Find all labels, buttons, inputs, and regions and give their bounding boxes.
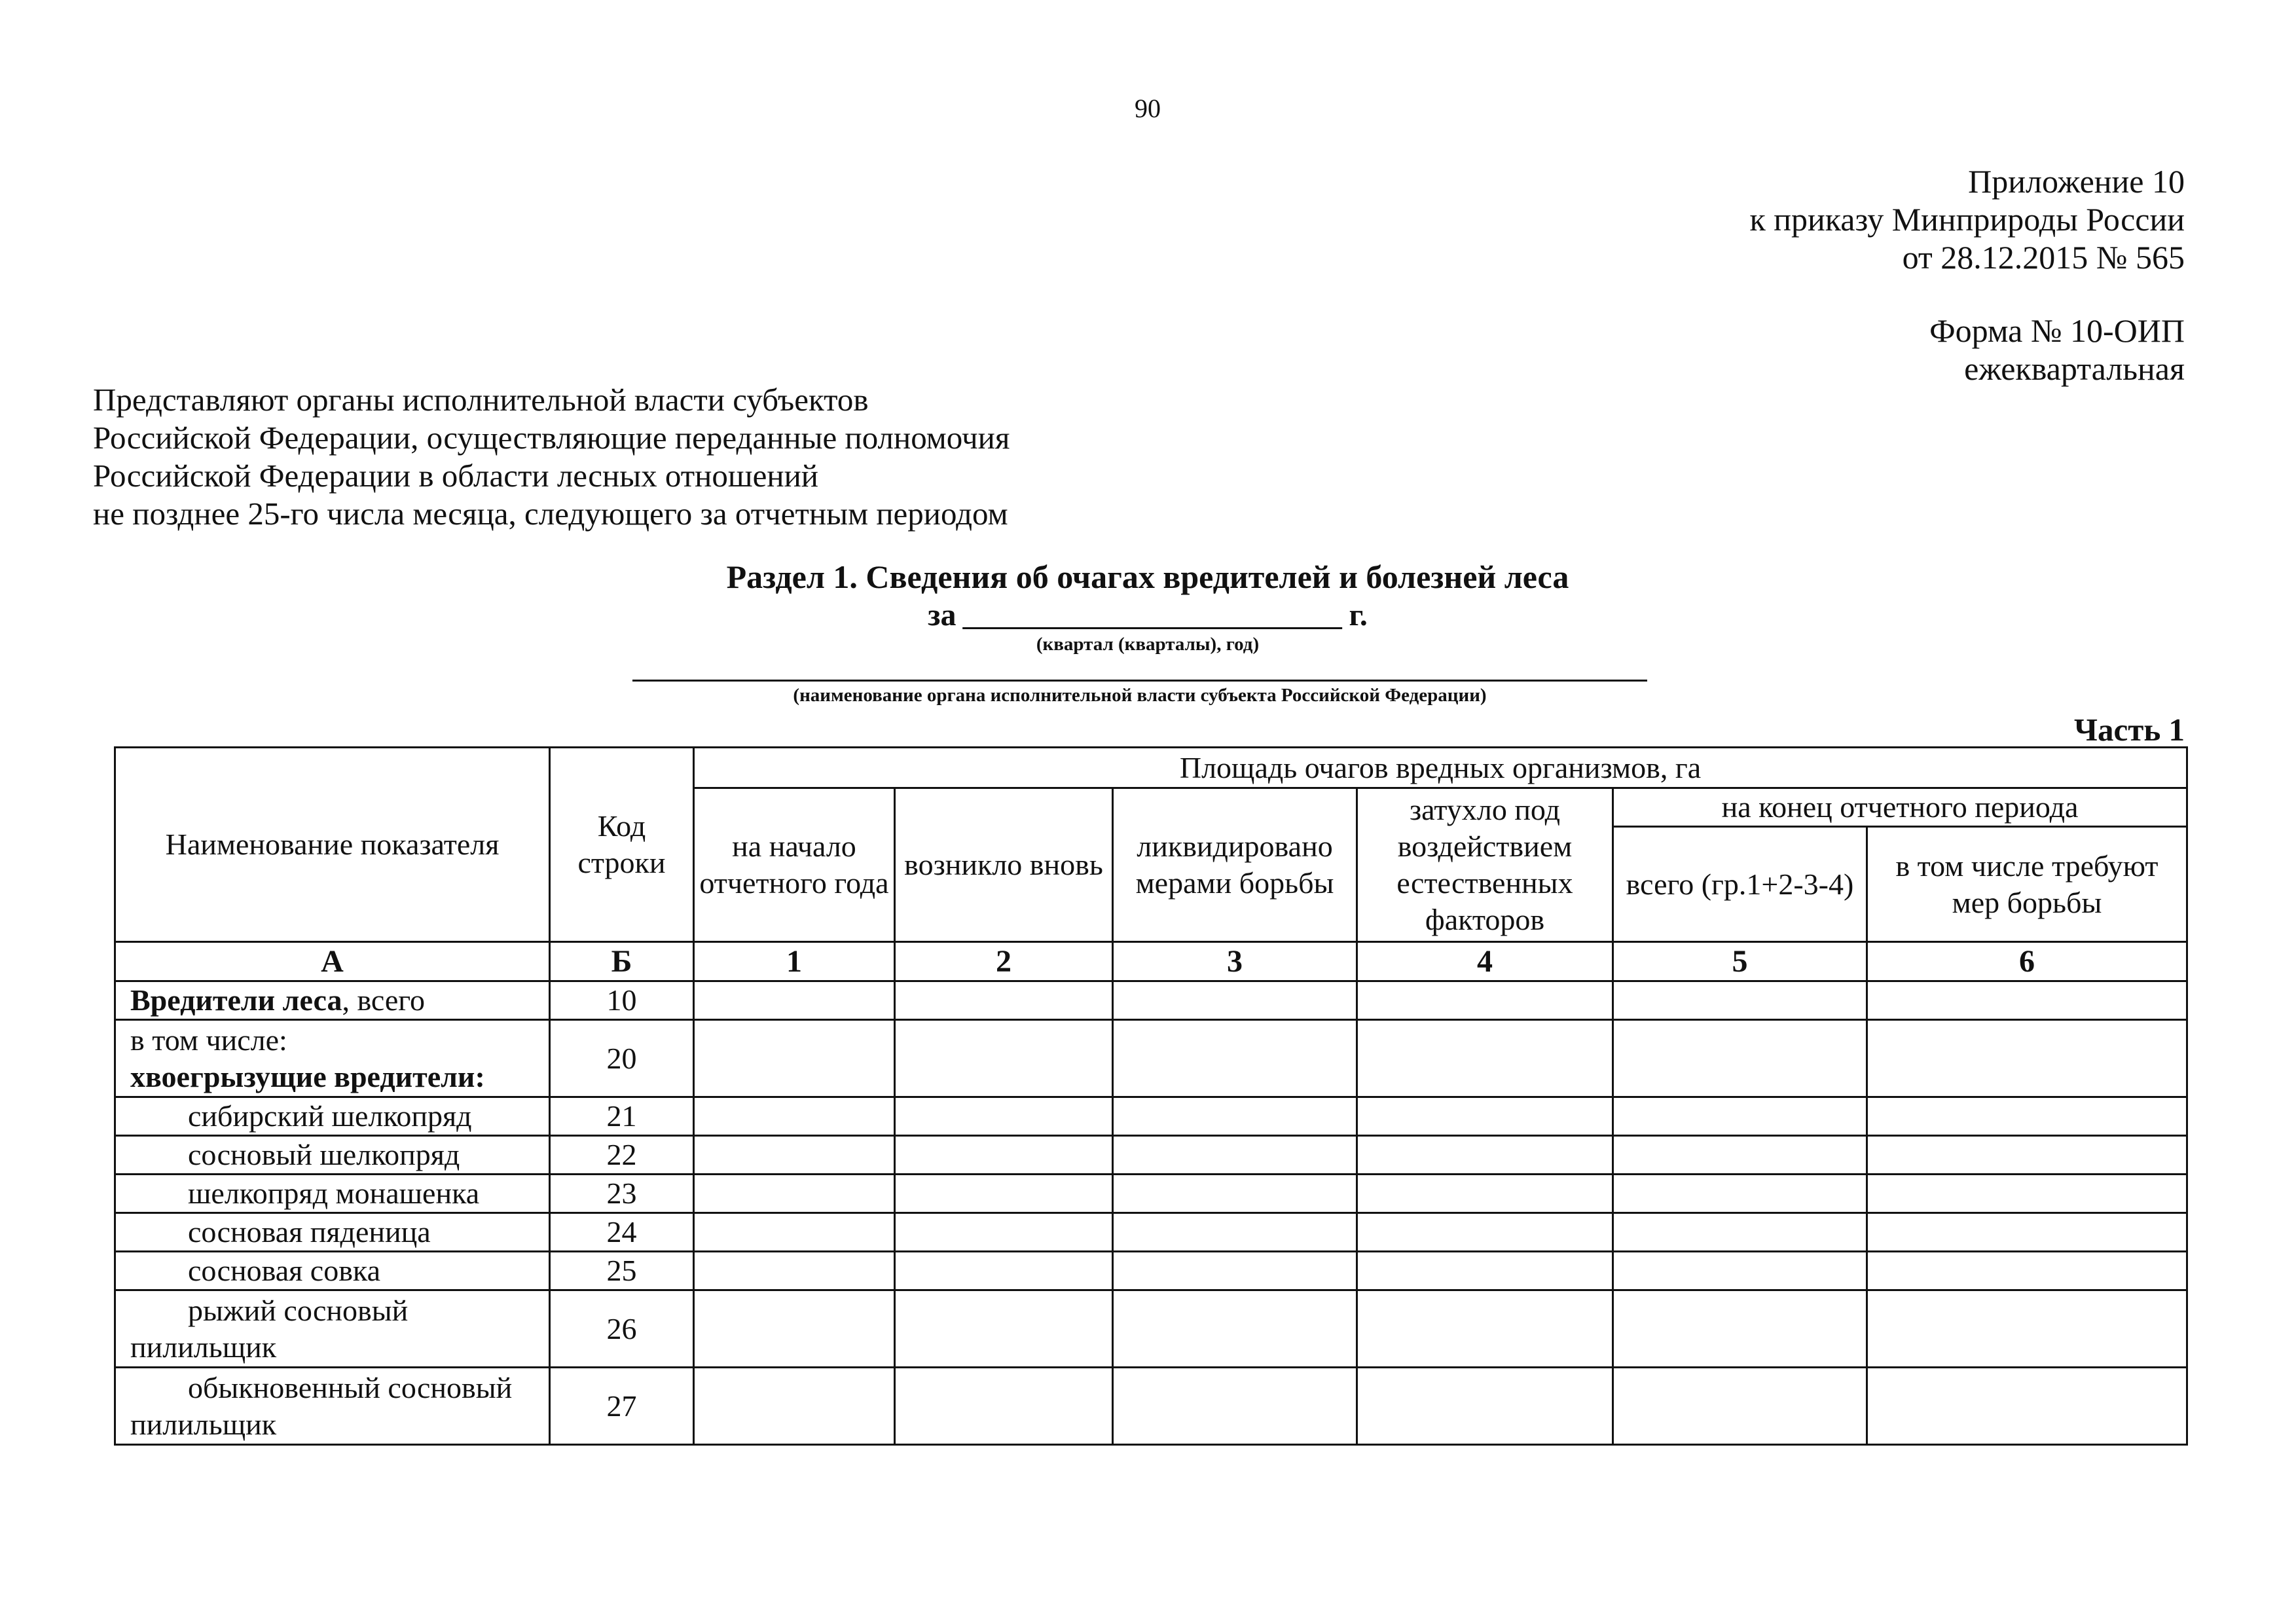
row-code: 24 (550, 1213, 694, 1252)
submitters-line: Российской Федерации в области лесных отношений (93, 458, 819, 494)
data-cell[interactable] (1613, 1252, 1867, 1290)
appendix-line: Приложение 10 (1968, 163, 2185, 200)
row-code: 26 (550, 1290, 694, 1368)
data-cell[interactable] (1113, 1252, 1357, 1290)
data-cell[interactable] (1867, 1020, 2187, 1097)
section-title: Раздел 1. Сведения об очагах вредителей и болезней леса (726, 558, 1569, 595)
col-number: А (115, 942, 550, 981)
data-cell[interactable] (694, 981, 895, 1020)
row-code: 20 (550, 1020, 694, 1097)
row-name (115, 1020, 550, 1097)
data-cell[interactable] (1357, 981, 1613, 1020)
row-code: 22 (550, 1136, 694, 1175)
data-cell[interactable] (1613, 1097, 1867, 1136)
data-cell[interactable] (1613, 1290, 1867, 1368)
data-cell[interactable] (895, 981, 1113, 1020)
data-cell[interactable] (1357, 1175, 1613, 1213)
row-name-rest: , всего (342, 983, 426, 1017)
table-row (115, 1136, 2187, 1175)
part-label: Часть 1 (2074, 712, 2185, 748)
data-cell[interactable] (1613, 1368, 1867, 1445)
form-frequency: ежеквартальная (1964, 350, 2185, 387)
header-col4: затухло под воздействием естественных факторов (1357, 788, 1613, 942)
header-col2: возникло вновь (895, 788, 1113, 942)
data-cell[interactable] (694, 1175, 895, 1213)
col-number: 5 (1613, 942, 1867, 981)
data-cell[interactable] (1867, 1290, 2187, 1368)
table-row (115, 1252, 2187, 1290)
appendix-reference (1749, 162, 2185, 276)
row-name (115, 981, 550, 1020)
data-cell[interactable] (1867, 1213, 2187, 1252)
row-code: 10 (550, 981, 694, 1020)
data-cell[interactable] (1613, 1213, 1867, 1252)
row-name-line: в том числе: (130, 1023, 287, 1057)
data-cell[interactable] (1867, 1175, 2187, 1213)
period-line (928, 597, 1368, 633)
data-cell[interactable] (694, 1020, 895, 1097)
data-cell[interactable] (1613, 981, 1867, 1020)
row-name: шелкопряд монашенка (115, 1175, 550, 1213)
appendix-line: от 28.12.2015 № 565 (1902, 239, 2185, 276)
data-cell[interactable] (1867, 1136, 2187, 1175)
header-col5: всего (гр.1+2-3-4) (1613, 827, 1867, 942)
row-name: рыжий сосновый пилильщик (115, 1290, 550, 1368)
row-name-bold: хвоегрызущие вредители: (130, 1059, 485, 1093)
col-number: 4 (1357, 942, 1613, 981)
data-cell[interactable] (1357, 1097, 1613, 1136)
col-number: 1 (694, 942, 895, 981)
table-row (115, 1213, 2187, 1252)
data-cell[interactable] (1613, 1136, 1867, 1175)
table-row (115, 1290, 2187, 1368)
col-number: 2 (895, 942, 1113, 981)
row-code: 25 (550, 1252, 694, 1290)
col-number: 6 (1867, 942, 2187, 981)
data-cell[interactable] (895, 1252, 1113, 1290)
header-code: Код строки (550, 748, 694, 942)
header-area-group: Площадь очагов вредных организмов, га (694, 748, 2187, 788)
data-cell[interactable] (694, 1290, 895, 1368)
table-row (115, 1020, 2187, 1097)
header-col1: на начало отчетного года (694, 788, 895, 942)
page-number: 90 (1135, 94, 1161, 123)
data-cell[interactable] (1113, 1368, 1357, 1445)
data-cell[interactable] (895, 1175, 1113, 1213)
submitters-line: Российской Федерации, осуществляющие переданные полномочия (93, 420, 1010, 456)
data-cell[interactable] (1113, 1290, 1357, 1368)
data-cell[interactable] (1357, 1368, 1613, 1445)
data-cell[interactable] (1357, 1252, 1613, 1290)
appendix-line: к приказу Минприроды России (1749, 201, 2185, 238)
data-cell[interactable] (895, 1368, 1113, 1445)
col-number: Б (550, 942, 694, 981)
data-cell[interactable] (694, 1097, 895, 1136)
form-number: Форма № 10-ОИП (1929, 312, 2185, 349)
data-cell[interactable] (694, 1368, 895, 1445)
data-cell[interactable] (1867, 1252, 2187, 1290)
row-name: сосновая совка (115, 1252, 550, 1290)
data-cell[interactable] (895, 1290, 1113, 1368)
pests-table (114, 746, 2188, 1446)
data-cell[interactable] (895, 1020, 1113, 1097)
submitters-line: Представляют органы исполнительной власти субъектов (93, 382, 869, 418)
submitters-line: не позднее 25-го числа месяца, следующего за отчетным периодом (93, 496, 1008, 532)
row-name: сосновая пяденица (115, 1213, 550, 1252)
data-cell[interactable] (1613, 1020, 1867, 1097)
period-note: (квартал (кварталы), год) (1036, 634, 1260, 655)
col-number: 3 (1113, 942, 1357, 981)
header-col6: в том числе требуют мер борьбы (1867, 827, 2187, 942)
period-prefix: за (928, 598, 957, 632)
row-code: 27 (550, 1368, 694, 1445)
row-code: 23 (550, 1175, 694, 1213)
header-col3: ликвидировано мерами борьбы (1113, 788, 1357, 942)
data-cell[interactable] (1113, 1020, 1357, 1097)
row-name-bold: Вредители леса (130, 983, 342, 1017)
data-cell[interactable] (1357, 1213, 1613, 1252)
data-cell[interactable] (895, 1213, 1113, 1252)
header-name: Наименование показателя (115, 748, 550, 942)
table-row (115, 1175, 2187, 1213)
data-cell[interactable] (1113, 981, 1357, 1020)
period-blank-field[interactable] (962, 598, 1342, 629)
data-cell[interactable] (1113, 1097, 1357, 1136)
data-cell[interactable] (895, 1097, 1113, 1136)
organ-note: (наименование органа исполнительной власти субъекта Российской Федерации) (793, 685, 1487, 706)
data-cell[interactable] (1867, 1097, 2187, 1136)
row-name: сосновый шелкопряд (115, 1136, 550, 1175)
data-cell[interactable] (1113, 1213, 1357, 1252)
organ-blank-field[interactable] (632, 680, 1647, 682)
table-row (115, 1097, 2187, 1136)
data-cell[interactable] (694, 1213, 895, 1252)
form-identifier (1929, 312, 2185, 388)
data-cell[interactable] (694, 1136, 895, 1175)
data-cell[interactable] (1867, 981, 2187, 1020)
data-cell[interactable] (1613, 1175, 1867, 1213)
row-name: сибирский шелкопряд (115, 1097, 550, 1136)
submitters-note (93, 381, 1010, 533)
data-cell[interactable] (1357, 1020, 1613, 1097)
table-row (115, 981, 2187, 1020)
data-cell[interactable] (1113, 1175, 1357, 1213)
data-cell[interactable] (1113, 1136, 1357, 1175)
data-cell[interactable] (1357, 1136, 1613, 1175)
data-cell[interactable] (1867, 1368, 2187, 1445)
data-cell[interactable] (694, 1252, 895, 1290)
row-code: 21 (550, 1097, 694, 1136)
header-end-group: на конец отчетного периода (1613, 788, 2187, 827)
row-name: обыкновенный сосновый пилильщик (115, 1368, 550, 1445)
period-suffix: г. (1349, 598, 1368, 632)
table-row (115, 1368, 2187, 1445)
data-cell[interactable] (895, 1136, 1113, 1175)
data-cell[interactable] (1357, 1290, 1613, 1368)
